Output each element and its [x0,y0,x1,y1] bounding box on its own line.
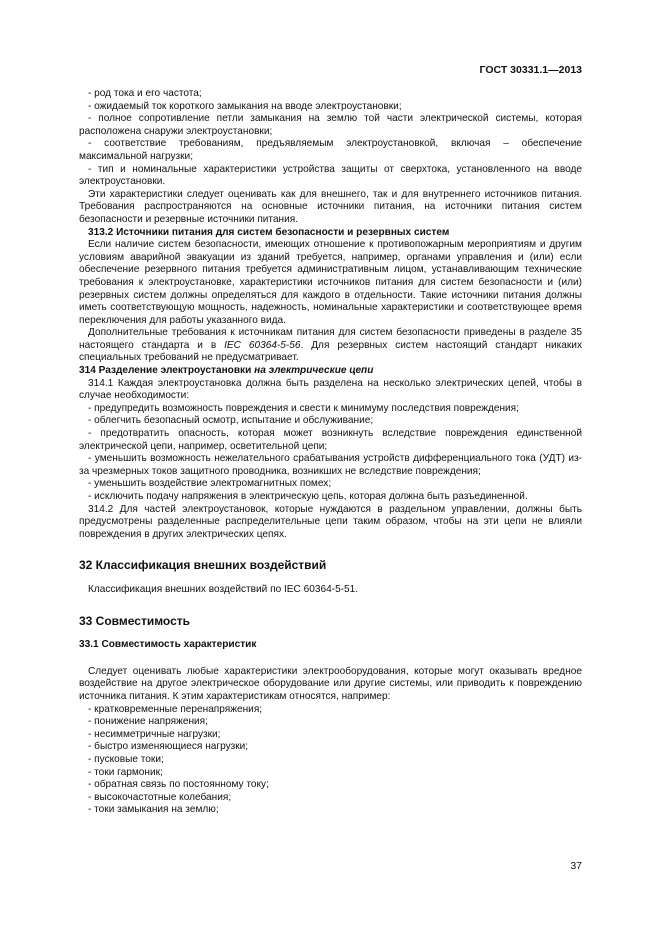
list-item: - несимметричные нагрузки; [88,728,221,740]
list-item: - род тока и его частота; [88,88,202,99]
paragraph-32: Классификация внешних воздействий по IEC 60364-5-51. [88,583,359,595]
heading-32: 32 Классификация внешних воздействий [79,558,327,573]
page-body [79,88,582,817]
paragraph-313-2-b-pre: Дополнительные требования к источникам питания для систем безопасности приведены в разделе 35 настоящего стандарта и в [79,327,582,351]
paragraph-313-2-b-post: . Для резервных систем настоящий стандарт никаких специальных требований не предусматривает. [79,339,582,364]
standard-reference: IEC 60364-5-56 [224,339,301,351]
list-item: - кратковременные перенапряжения; [88,703,263,715]
paragraph-sources: Эти характеристики следует оценивать как для внешнего, так и для внутреннего источников питания. Требования распространяются на основные источники питания, на источники питания систем безопасности и резервные источники питания. [79,188,582,225]
list-item: - обратная связь по постоянному току; [88,779,269,791]
page-number: 37 [570,860,582,872]
list-item: - пусковые токи; [88,753,164,765]
paragraph-313-2-b [79,327,582,365]
list-item: - токи гармоник; [88,766,163,778]
list-item: - ожидаемый ток короткого замыкания на вводе электроустановки; [88,100,402,112]
list-item: - тип и номинальные характеристики устройства защиты от сверхтока, установленного на вводе электроустановки. [79,163,582,188]
paragraph-33-1: Следует оценивать любые характеристики электрооборудования, которые могут оказывать вредное воздействие на другое электрическое оборудование или другие системы, или приводить к повреждению источника питания. К этим характеристикам относятся, например: [79,665,582,702]
list-item: - предупредить возможность повреждения и свести к минимуму последствия повреждения; [88,402,519,414]
paragraph-314-2: 314.2 Для частей электроустановок, которые нуждаются в раздельном управлении, должны быть предусмотрены разделенные распределительные цепи таким образом, чтобы на эти цепи не влияли повреждения в других электрических цепях. [79,503,582,540]
list-item: - предотвратить опасность, которая может возникнуть вследствие повреждения единственной электрической цепи, например, осветительной цепи; [79,428,582,452]
heading-33: 33 Совместимость [79,613,191,628]
list-item: - полное сопротивление петли замыкания на землю той части электрической системы, которая расположена снаружи электроустановки; [79,113,582,137]
list-item: - высокочастотные колебания; [88,791,232,803]
list-item: - уменьшить возможность нежелательного срабатывания устройств дифференциального тока (УДТ) из-за чрезмерных токов защитного проводника, возникших не вследствие повреждения; [79,453,582,477]
list-item: - быстро изменяющиеся нагрузки; [88,741,249,753]
heading-314-italic: на электрические цепи [254,365,374,377]
list-item: - исключить подачу напряжения в электрическую цепь, которая должна быть разъединенной. [88,491,528,502]
heading-33-1: 33.1 Совместимость характеристик [79,639,257,651]
list-item: - облегчить безопасный осмотр, испытание и обслуживание; [88,415,374,427]
paragraph-314-1: 314.1 Каждая электроустановка должна быть разделена на несколько электрических цепей, чтобы в случае необходимости: [79,377,582,402]
list-item: - токи замыкания на землю; [88,804,219,816]
heading-313-2: 313.2 Источники питания для систем безопасности и резервных систем [88,226,450,238]
list-item: - соответствие требованиям, предъявляемым электроустановкой, включая – обеспечение максимальной нагрузки; [79,138,582,162]
list-item: - уменьшить воздействие электромагнитных помех; [88,478,332,490]
document-header: ГОСТ 30331.1—2013 [479,64,582,76]
list-item: - понижение напряжения; [88,716,208,728]
heading-314-main: 314 Разделение электроустановки [79,365,255,377]
heading-314 [79,365,582,378]
paragraph-313-2-a: Если наличие систем безопасности, имеющих отношение к противопожарным мероприятиям и другим условиям аварийной эвакуации из зданий требуется, например, органами управления и (или) если обеспечение резервного питания требуется административным лицом, устанавливающим технические требования к электроустановке, характеристики источников питания для систем безопасности и (или) резервных систем должны определяться для каждого в отдельности. Такие источники питания должны иметь соответствующую мощность, надежность, номинальные характеристики и соответствующее время переключения для работы указанного вида. [79,239,582,326]
